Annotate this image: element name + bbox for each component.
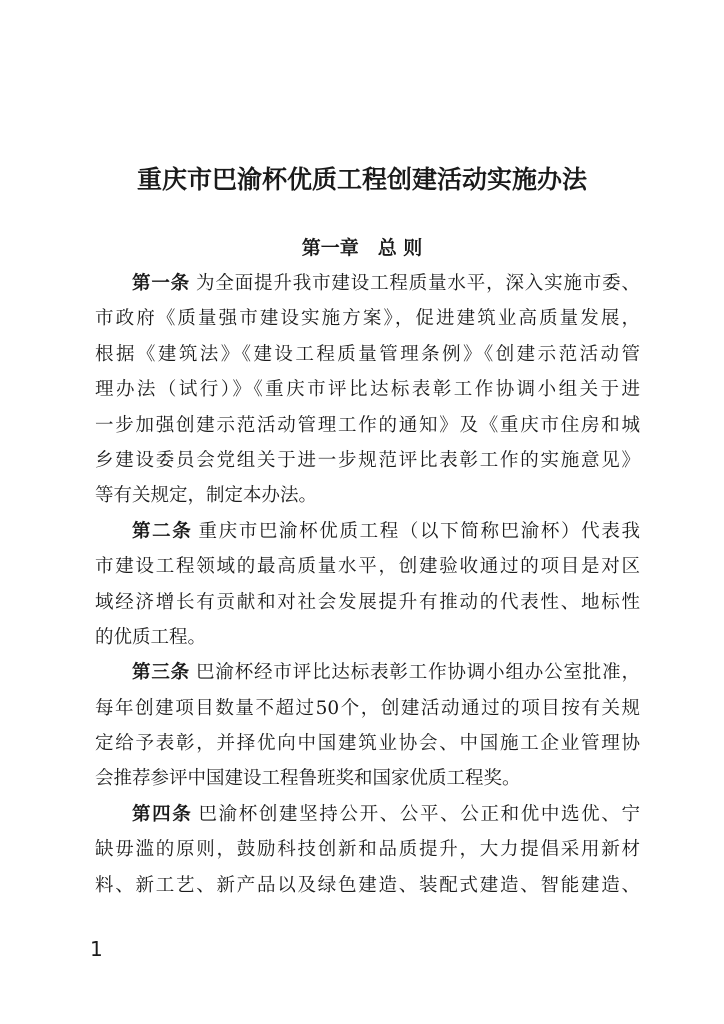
paragraph-line: 料、新工艺、新产品以及绿色建造、装配式建造、智能建造、 [95, 874, 640, 896]
paragraph-line: 每年创建项目数量不超过50个，创建活动通过的项目按有关规 [95, 697, 640, 719]
paragraph-line: 市建设工程领域的最高质量水平，创建验收通过的项目是对区 [95, 556, 640, 578]
article-2 [95, 514, 640, 656]
article-label: 第三条 [132, 662, 191, 684]
paragraph-line: 一步加强创建示范活动管理工作的通知》及《重庆市住房和城 [95, 414, 640, 436]
paragraph-line [95, 655, 640, 690]
article-1 [95, 266, 640, 514]
article-text: 为全面提升我市建设工程质量水平，深入实施市委、 [196, 273, 640, 294]
paragraph-line: 缺毋滥的原则，鼓励科技创新和品质提升，大力提倡采用新材 [95, 839, 640, 861]
article-4 [95, 797, 640, 903]
article-text: 巴渝杯创建坚持公开、公平、公正和优中选优、宁 [198, 803, 640, 825]
chapter-heading: 第一章 总 则 [301, 237, 423, 259]
article-label: 第四条 [132, 803, 193, 825]
page-number: 1 [90, 937, 103, 961]
paragraph-line: 的优质工程。 [95, 626, 207, 648]
article-3 [95, 655, 640, 797]
document-title: 重庆市巴渝杯优质工程创建活动实施办法 [136, 165, 587, 194]
paragraph-line: 等有关规定，制定本办法。 [95, 485, 318, 507]
article-label: 第二条 [132, 520, 193, 542]
paragraph-line [95, 797, 640, 832]
paragraph-line: 市政府《质量强市建设实施方案》，促进建筑业高质量发展， [95, 308, 640, 330]
paragraph-line: 域经济增长有贡献和对社会发展提升有推动的代表性、地标性 [95, 591, 640, 613]
paragraph-line [95, 514, 640, 549]
article-text: 重庆市巴渝杯优质工程（以下简称巴渝杯）代表我 [198, 520, 640, 542]
paragraph-line: 乡建设委员会党组关于进一步规范评比表彰工作的实施意见》 [95, 449, 640, 471]
article-label: 第一条 [132, 273, 191, 294]
paragraph-line: 根据《建筑法》《建设工程质量管理条例》《创建示范活动管 [95, 343, 640, 365]
paragraph-line: 理办法（试行）》《重庆市评比达标表彰工作协调小组关于进 [95, 379, 640, 401]
paragraph-line: 会推荐参评中国建设工程鲁班奖和国家优质工程奖。 [95, 768, 521, 790]
article-text: 巴渝杯经市评比达标表彰工作协调小组办公室批准， [196, 662, 640, 684]
paragraph-line: 定给予表彰，并择优向中国建筑业协会、中国施工企业管理协 [95, 733, 640, 755]
paragraph-line [95, 266, 640, 301]
document-body [95, 266, 640, 903]
